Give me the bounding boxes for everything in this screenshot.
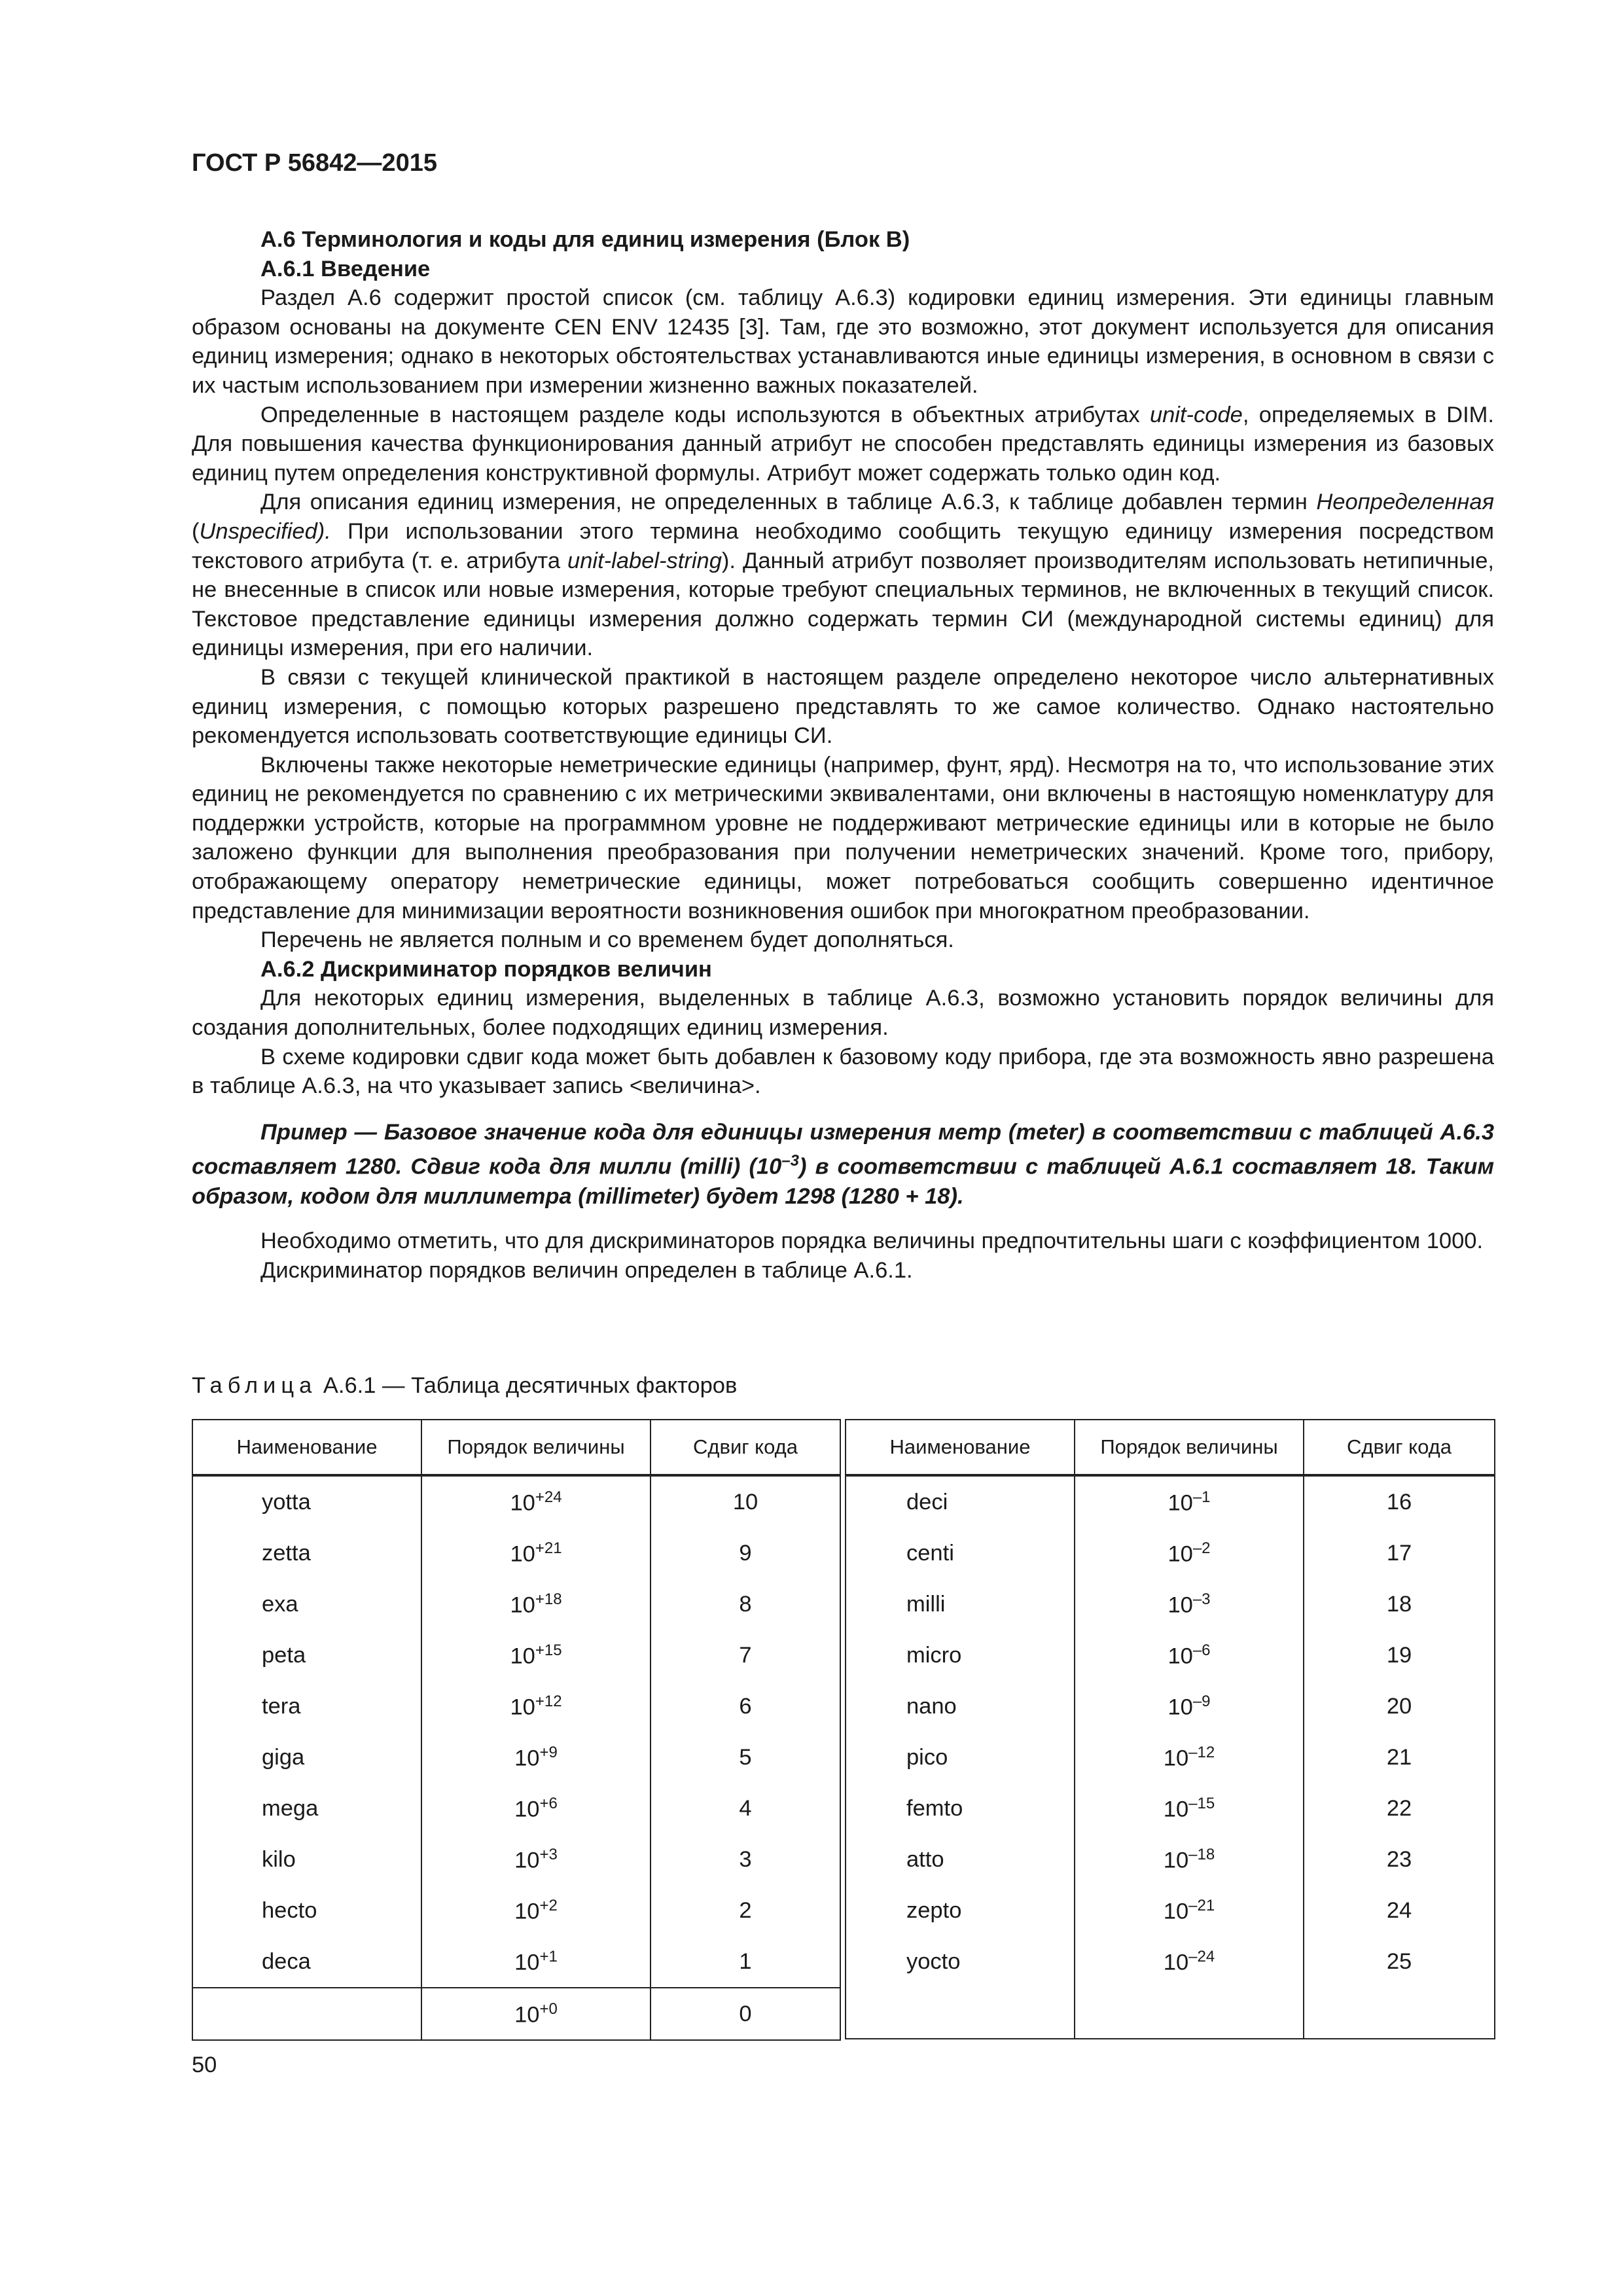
table-row <box>846 1732 1495 1783</box>
table-row <box>846 1579 1495 1630</box>
paragraph-10: Дискриминатор порядков величин определен в таблице А.6.1. <box>260 1257 913 1283</box>
subsection-title-discriminator: А.6.2 Дискриминатор порядков величин <box>260 956 712 982</box>
magnitude-cell: $10^{-15}$ <box>1075 1783 1304 1834</box>
empty-cell <box>1075 1987 1304 2039</box>
table-row <box>846 1936 1495 1987</box>
prefix-name-cell: milli <box>846 1579 1075 1630</box>
prefix-name-cell: nano <box>846 1681 1075 1732</box>
paragraph-7: Для некоторых единиц измерения, выделенных в таблице А.6.3, возможно установить порядок величины для создания дополнительных, более подходящих единиц измерения. <box>192 986 1494 1041</box>
empty-cell <box>1304 1987 1495 2039</box>
code-shift-cell: 17 <box>1304 1528 1495 1579</box>
table-row <box>192 1630 840 1681</box>
table-row <box>846 1783 1495 1834</box>
code-shift-cell: 20 <box>1304 1681 1495 1732</box>
magnitude-cell: $10^{+15}$ <box>421 1630 651 1681</box>
table-row <box>846 1885 1495 1936</box>
magnitude-cell: $10^{+12}$ <box>421 1681 651 1732</box>
prefix-name-cell: yocto <box>846 1936 1075 1987</box>
table-row <box>192 1475 840 1528</box>
paragraph-3: Для описания единиц измерения, не определенных в таблице А.6.3, к таблице добавлен термин Неопределенная (Unspecified). При использовании этого термина необходимо сообщить текущую единицу измерения посредством текстового атрибута (т. е. атрибута unit-label-string). Данный атрибут позволяет производителям использовать нетипичные, не внесенные в список или новые измерения, которые требуют специальных терминов, не включенных в текущий список. Текстовое представление единицы измерения должно содержать термин СИ (международной системы единиц) для единицы измерения, при его наличии. <box>192 490 1494 661</box>
magnitude-cell: $10^{+18}$ <box>421 1579 651 1630</box>
prefix-name-cell <box>192 1988 421 2040</box>
magnitude-cell: $10^{-24}$ <box>1075 1936 1304 1987</box>
table-caption: Таблица А.6.1 — Таблица десятичных факторов <box>192 1373 738 1398</box>
magnitude-cell: $10^{-3}$ <box>1075 1579 1304 1630</box>
prefix-name-cell: peta <box>192 1630 421 1681</box>
magnitude-cell: $10^{-12}$ <box>1075 1732 1304 1783</box>
prefix-name-cell: tera <box>192 1681 421 1732</box>
magnitude-cell: $10^{+2}$ <box>421 1885 651 1936</box>
prefix-name-cell: pico <box>846 1732 1075 1783</box>
prefix-name-cell: centi <box>846 1528 1075 1579</box>
prefix-name-cell: exa <box>192 1579 421 1630</box>
code-shift-cell: 22 <box>1304 1783 1495 1834</box>
table-row <box>846 1528 1495 1579</box>
magnitude-cell: $10^{-18}$ <box>1075 1834 1304 1885</box>
code-shift-cell: 2 <box>651 1885 840 1936</box>
magnitude-cell: $10^{+21}$ <box>421 1528 651 1579</box>
code-shift-cell: 18 <box>1304 1579 1495 1630</box>
paragraph-9: Необходимо отметить, что для дискриминаторов порядка величины предпочтительны шаги с коэффициентом 1000. <box>260 1229 1484 1254</box>
prefix-name-cell: deci <box>846 1475 1075 1528</box>
table-row <box>846 1475 1495 1528</box>
table-row <box>192 1936 840 1988</box>
prefix-name-cell: atto <box>846 1834 1075 1885</box>
table-row <box>192 1885 840 1936</box>
column-header: Наименование <box>192 1420 421 1475</box>
magnitude-cell: $10^{-9}$ <box>1075 1681 1304 1732</box>
column-header: Наименование <box>846 1420 1075 1475</box>
code-shift-cell: 23 <box>1304 1834 1495 1885</box>
magnitude-cell: $10^{+3}$ <box>421 1834 651 1885</box>
section-title: А.6 Терминология и коды для единиц измерения (Блок В) <box>260 227 910 252</box>
paragraph-5: Включены также некоторые неметрические единицы (например, фунт, ярд). Несмотря на то, что использование этих единиц не рекомендуется по сравнению с их метрическими эквивалентами, они включены в настоящую номенклатуру для поддержки устройств, которые на программном уровне не поддерживают метрические единицы или в которые не было заложено функции для выполнения преобразования при получении неметрических значений. Кроме того, прибору, отображающему оператору неметрические единицы, может потребоваться сообщить совершенно идентичное представление для минимизации вероятности возникновения ошибок при многократном преобразовании. <box>192 752 1494 924</box>
magnitude-cell: $10^{-1}$ <box>1075 1475 1304 1528</box>
magnitude-cell: $10^{-2}$ <box>1075 1528 1304 1579</box>
code-shift-cell: 25 <box>1304 1936 1495 1987</box>
example-text: Пример — Базовое значение кода для единицы измерения метр (meter) в соответствии с таблицей А.6.3 составляет 1280. Сдвиг кода для милли (milli) $(10^{-3})$ в соответствии с таблицей А.6.1 составляет 18. Таким образом, кодом для миллиметра (millimeter) будет 1298 (1280 + 18). <box>192 1119 1494 1209</box>
document-header: ГОСТ Р 56842—2015 <box>192 149 437 177</box>
magnitude-cell: $10^{-6}$ <box>1075 1630 1304 1681</box>
magnitude-cell: $10^{+0}$ <box>421 1988 651 2040</box>
table-row <box>192 1988 840 2040</box>
column-header: Сдвиг кода <box>651 1420 840 1475</box>
table-row <box>192 1579 840 1630</box>
table-row <box>192 1681 840 1732</box>
code-shift-cell: 16 <box>1304 1475 1495 1528</box>
prefix-name-cell: femto <box>846 1783 1075 1834</box>
prefix-name-cell: yotta <box>192 1475 421 1528</box>
paragraph-4: В связи с текущей клинической практикой в настоящем разделе определено некоторое число альтернативных единиц измерения, с помощью которых разрешено представлять то же самое количество. Однако настоятельно рекомендуется использовать соответствующие единицы СИ. <box>192 664 1494 749</box>
table-row <box>192 1783 840 1834</box>
code-shift-cell: 7 <box>651 1630 840 1681</box>
decimal-factors-table-left <box>192 1419 841 2041</box>
table-row <box>192 1528 840 1579</box>
table-row <box>846 1630 1495 1681</box>
code-shift-cell: 0 <box>651 1988 840 2040</box>
magnitude-cell: $10^{+6}$ <box>421 1783 651 1834</box>
prefix-name-cell: hecto <box>192 1885 421 1936</box>
prefix-name-cell: mega <box>192 1783 421 1834</box>
empty-cell <box>846 1987 1075 2039</box>
example-block <box>192 1118 1494 1211</box>
code-shift-cell: 24 <box>1304 1885 1495 1936</box>
code-shift-cell: 8 <box>651 1579 840 1630</box>
magnitude-cell: $10^{-21}$ <box>1075 1885 1304 1936</box>
magnitude-cell: $10^{+9}$ <box>421 1732 651 1783</box>
code-shift-cell: 5 <box>651 1732 840 1783</box>
code-shift-cell: 1 <box>651 1936 840 1988</box>
paragraph-8: В схеме кодировки сдвиг кода может быть добавлен к базовому коду прибора, где эта возможность явно разрешена в таблице А.6.3, на что указывает запись <величина>. <box>192 1044 1494 1099</box>
subsection-title-intro: А.6.1 Введение <box>260 256 431 281</box>
paragraph-1: Раздел А.6 содержит простой список (см. таблицу А.6.3) кодировки единиц измерения. Эти единицы главным образом основаны на документе CEN ENV 12435 [3]. Там, где это возможно, этот документ используется для описания единиц измерения; однако в некоторых обстоятельствах устанавливаются иные единицы измерения, в основном в связи с их частым использованием при измерении жизненно важных показателей. <box>192 285 1494 398</box>
table-row <box>846 1834 1495 1885</box>
decimal-factors-table-right <box>845 1419 1495 2039</box>
code-shift-cell: 4 <box>651 1783 840 1834</box>
prefix-name-cell: micro <box>846 1630 1075 1681</box>
table-row <box>846 1681 1495 1732</box>
table-row <box>846 1987 1495 2039</box>
paragraph-2: Определенные в настоящем разделе коды используются в объектных атрибутах unit-code, определяемых в DIM. Для повышения качества функционирования данный атрибут не способен представлять единицы измерения из базовых единиц путем определения конструктивной формулы. Атрибут может содержать только один код. <box>192 402 1495 486</box>
section-a6 <box>192 225 1494 1285</box>
prefix-name-cell: zetta <box>192 1528 421 1579</box>
table-row <box>192 1834 840 1885</box>
column-header: Сдвиг кода <box>1304 1420 1495 1475</box>
magnitude-cell: $10^{+24}$ <box>421 1475 651 1528</box>
column-header: Порядок величины <box>421 1420 651 1475</box>
code-shift-cell: 19 <box>1304 1630 1495 1681</box>
page-number: 50 <box>192 2053 217 2077</box>
code-shift-cell: 9 <box>651 1528 840 1579</box>
code-shift-cell: 21 <box>1304 1732 1495 1783</box>
prefix-name-cell: kilo <box>192 1834 421 1885</box>
magnitude-cell: $10^{+1}$ <box>421 1936 651 1988</box>
code-shift-cell: 3 <box>651 1834 840 1885</box>
paragraph-6: Перечень не является полным и со временем будет дополняться. <box>260 927 954 953</box>
code-shift-cell: 6 <box>651 1681 840 1732</box>
code-shift-cell: 10 <box>651 1475 840 1528</box>
prefix-name-cell: giga <box>192 1732 421 1783</box>
table-row <box>192 1732 840 1783</box>
prefix-name-cell: zepto <box>846 1885 1075 1936</box>
column-header: Порядок величины <box>1075 1420 1304 1475</box>
prefix-name-cell: deca <box>192 1936 421 1988</box>
